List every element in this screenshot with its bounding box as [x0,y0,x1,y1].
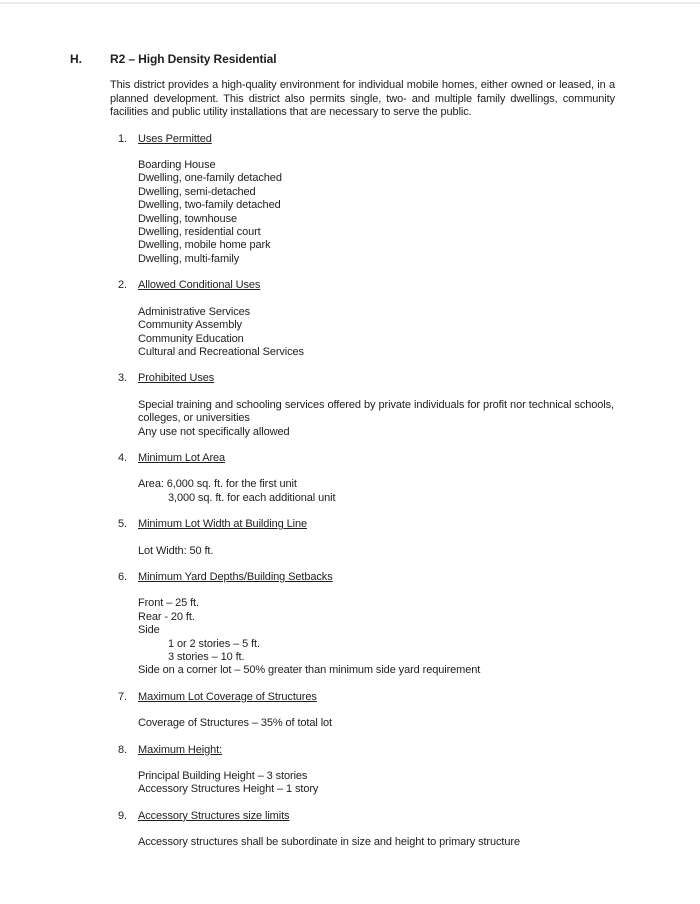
content-line: Dwelling, two-family detached [138,199,281,212]
content-line: 1 or 2 stories – 5 ft. [168,637,260,650]
section-body [138,399,614,439]
page-title: R2 – High Density Residential [110,52,277,66]
content-line: Dwelling, semi-detached [138,185,256,198]
section-body [138,597,614,677]
section-heading [118,518,700,531]
content-line: Dwelling, one-family detached [138,172,282,185]
section-heading [118,452,700,465]
section-minimum-yard-depths [70,571,700,678]
section-title: Maximum Lot Coverage of Structures [138,690,317,703]
content-line: Any use not specifically allowed [138,425,290,438]
section-prohibited-uses [70,372,700,439]
section-body [138,770,614,797]
section-heading [118,744,700,757]
section-title: Maximum Height: [138,743,223,756]
content-line: Special training and schooling services offered by private individuals for profit nor technical schools, colleges, or universities [138,398,614,425]
section-allowed-conditional-uses [70,279,700,359]
content-line: Side on a corner lot – 50% greater than minimum side yard requirement [138,664,481,677]
section-heading [118,571,700,584]
section-heading [118,279,700,292]
content-line: Boarding House [138,159,216,172]
section-number: 7. [118,690,127,703]
section-title: Allowed Conditional Uses [138,279,261,292]
content-line: Community Education [138,332,244,345]
section-number: 9. [118,809,127,822]
section-title: Minimum Lot Width at Building Line [138,518,308,531]
intro-paragraph: This district provides a high-quality environment for individual mobile homes, either owned or leased, in a planned development. This district also permits single, two- and multiple family dwellings, community facilities and public utility installations that are necessary to serve the public. [110,79,615,119]
content-line: Principal Building Height – 3 stories [138,770,308,783]
content-line: Dwelling, multi-family [138,252,240,265]
section-minimum-lot-width [70,518,700,558]
section-accessory-structures-size-limits [70,810,700,850]
section-number: 4. [118,451,127,464]
heading-letter: H. [70,52,82,66]
section-body [138,159,614,266]
content-line: 3 stories – 10 ft. [168,651,245,663]
section-number: 6. [118,570,127,583]
content-line: Rear - 20 ft. [138,610,195,623]
section-heading [118,372,700,385]
section-maximum-lot-coverage [70,691,700,731]
section-number: 2. [118,279,127,292]
section-heading [118,810,700,823]
section-number: 8. [118,743,127,756]
section-title: Uses Permitted [138,132,212,145]
section-heading [118,133,700,146]
section-body [138,836,614,849]
section-number: 3. [118,372,127,385]
content-line: Administrative Services [138,305,251,318]
section-minimum-lot-area [70,452,700,505]
section-number: 1. [118,132,127,145]
content-line: Accessory structures shall be subordinate in size and height to primary structure [138,836,520,849]
section-title: Accessory Structures size limits [138,809,290,822]
section-title: Minimum Lot Area [138,451,226,464]
content-line: Dwelling, mobile home park [138,239,271,252]
content-line: Side [138,624,160,637]
section-body [138,306,614,360]
document-heading [70,53,700,66]
content-line: Lot Width: 50 ft. [138,544,214,557]
section-uses-permitted [70,133,700,267]
section-body [138,478,614,505]
section-number: 5. [118,518,127,531]
section-body [138,545,614,558]
content-line: Community Assembly [138,319,242,332]
content-line: Accessory Structures Height – 1 story [138,783,319,796]
scan-edge-artifact [0,2,700,4]
content-line: Dwelling, townhouse [138,212,237,225]
content-line: Area: 6,000 sq. ft. for the first unit [138,478,297,491]
section-maximum-height [70,744,700,797]
content-line: 3,000 sq. ft. for each additional unit [168,491,336,504]
section-heading [118,691,700,704]
content-line: Coverage of Structures – 35% of total lot [138,717,333,730]
content-line: Front – 25 ft. [138,597,199,610]
content-line: Dwelling, residential court [138,226,261,239]
content-line: Cultural and Recreational Services [138,345,304,358]
section-title: Minimum Yard Depths/Building Setbacks [138,570,333,583]
section-body [138,717,614,730]
section-title: Prohibited Uses [138,372,215,385]
